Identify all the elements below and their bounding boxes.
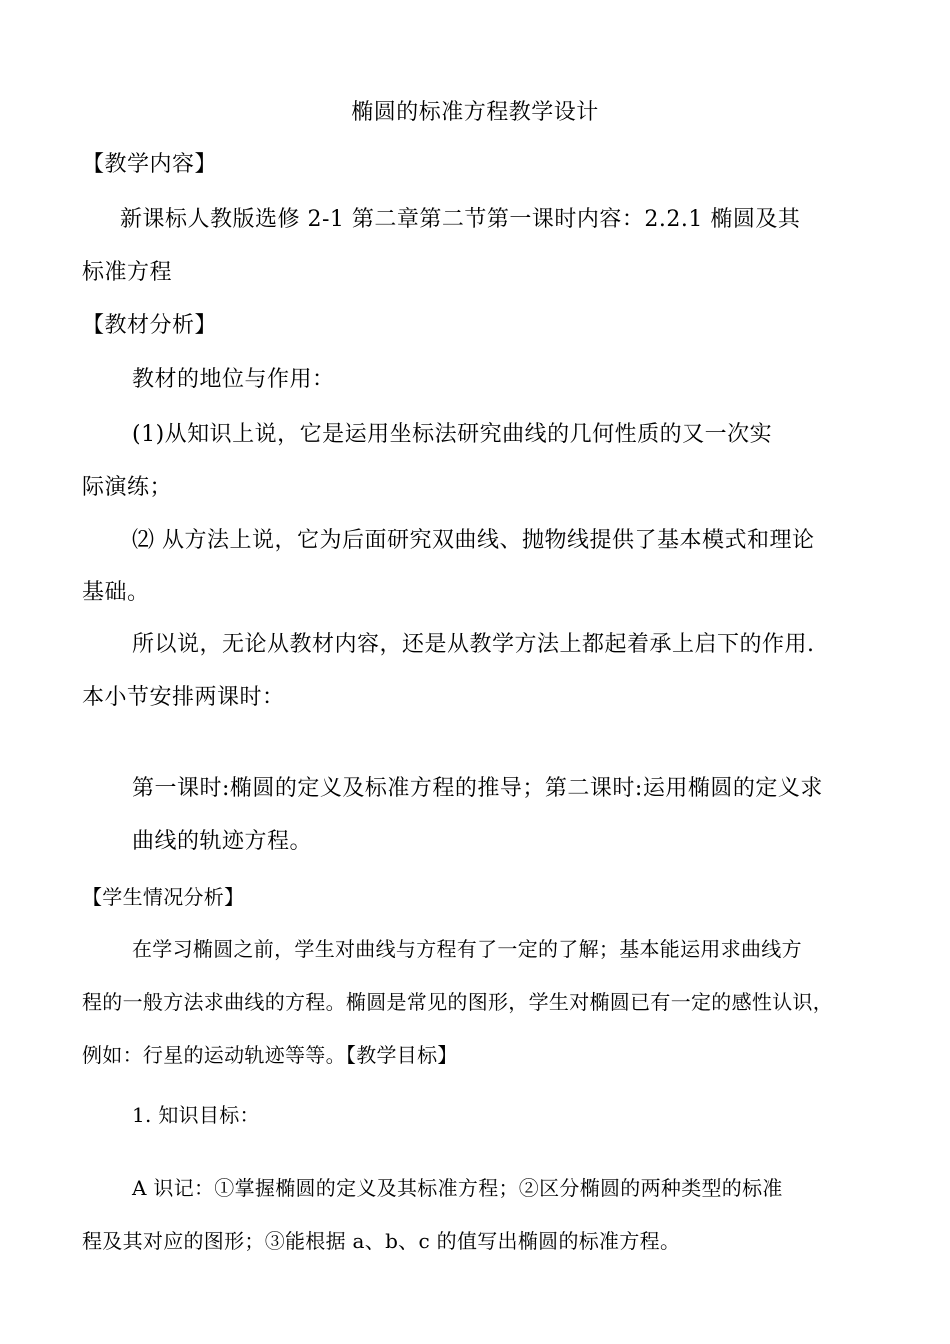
goal-heading: 1. 知识目标： — [132, 1103, 260, 1127]
paragraph-line: A 识记：①掌握椭圆的定义及其标准方程；②区分椭圆的两种类型的标准 — [132, 1176, 783, 1200]
document-title: 椭圆的标准方程教学设计 — [351, 100, 599, 125]
paragraph-line: 在学习椭圆之前，学生对曲线与方程有了一定的了解；基本能运用求曲线方 — [132, 937, 802, 961]
paragraph-line: 程的一般方法求曲线的方程。椭圆是常见的图形，学生对椭圆已有一定的感性认识， — [82, 990, 834, 1014]
paragraph-line: 曲线的轨迹方程。 — [132, 829, 313, 854]
section-heading-content: 【教学内容】 — [82, 152, 218, 177]
section-heading-student: 【学生情况分析】 — [82, 885, 245, 909]
paragraph-line: 本小节安排两课时： — [82, 685, 285, 710]
paragraph-line: (1)从知识上说，它是运用坐标法研究曲线的几何性质的又一次实 — [132, 422, 773, 447]
paragraph-line: 际演练； — [82, 475, 173, 500]
paragraph-line: 新课标人教版选修 2-1 第二章第二节第一课时内容：2.2.1 椭圆及其 — [120, 207, 801, 232]
paragraph-line: 标准方程 — [82, 260, 173, 285]
paragraph-line: 所以说，无论从教材内容，还是从教学方法上都起着承上启下的作用. — [132, 632, 815, 657]
paragraph-line: 程及其对应的图形；③能根据 a、b、c 的值写出椭圆的标准方程。 — [82, 1229, 681, 1253]
paragraph-line: 教材的地位与作用： — [132, 367, 335, 392]
section-heading-analysis: 【教材分析】 — [82, 313, 218, 338]
paragraph-line: 基础。 — [82, 580, 150, 605]
paragraph-line: 例如：行星的运动轨迹等等。【教学目标】 — [82, 1043, 458, 1067]
paragraph-line: ⑵ 从方法上说，它为后面研究双曲线、抛物线提供了基本模式和理论 — [132, 528, 815, 553]
paragraph-line: 第一课时:椭圆的定义及标准方程的推导；第二课时:运用椭圆的定义求 — [132, 776, 823, 801]
